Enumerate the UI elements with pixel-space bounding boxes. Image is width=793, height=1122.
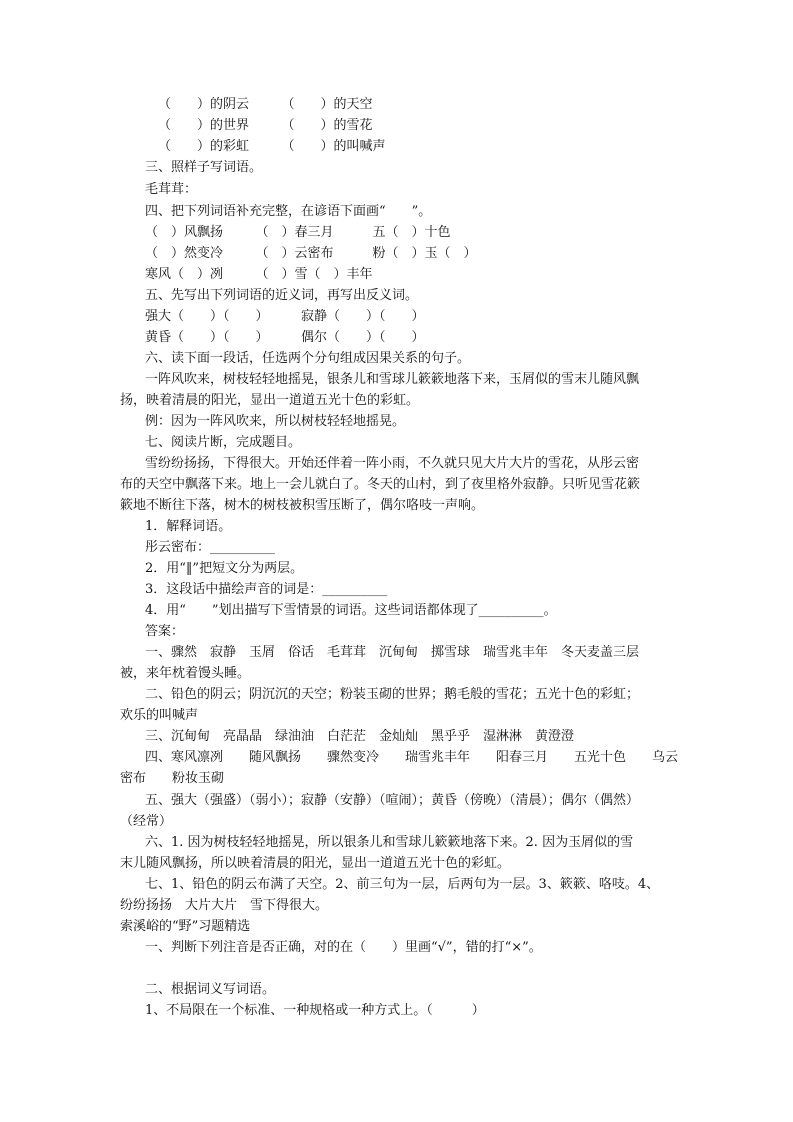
exercise-title: 索溪峪的“野”习题精选 (120, 919, 251, 934)
text-line: 强大（ ）（ ） 寂静（ ）（ ） (145, 309, 425, 324)
section-heading: 七、阅读片断，完成题目。 (145, 435, 302, 450)
answer-line: 三、沉甸甸 亮晶晶 绿油油 白茫茫 金灿灿 黑乎乎 湿淋淋 黄澄澄 (145, 729, 575, 744)
answer-line: 四、寒风凛冽 随风飘扬 骤然变冷 瑞雪兆丰年 阳春三月 五光十色 乌云 (145, 750, 679, 765)
section-heading: 六、读下面一段话，任选两个分句组成因果关系的句子。 (145, 351, 471, 366)
text-line: （ ）的阴云 （ ）的天空 (158, 97, 373, 112)
section-heading: 一、判断下列注音是否正确，对的在（ ）里画“√”，错的打“×”。 (145, 940, 542, 955)
paragraph-line: 扬，映着清晨的阳光，显出一道道五光十色的彩虹。 (120, 393, 420, 408)
question-line: 3．这段话中描绘声音的词是：__________ (145, 582, 388, 597)
text-line: 毛茸茸： (145, 182, 198, 197)
text-line: 黄昏（ ）（ ） 偶尔（ ）（ ） (145, 330, 425, 345)
paragraph-line: 簌地不断往下落，树木的树枝被积雪压断了，偶尔咯吱一声响。 (120, 498, 485, 513)
answer-line: 一、骤然 寂静 玉屑 俗话 毛茸茸 沉甸甸 掷雪球 瑞雪兆丰年 冬天麦盖三层 (145, 645, 640, 660)
question-line: 4．用“ ”划出描写下雪情景的词语。这些词语都体现了__________。 (145, 603, 557, 618)
answer-line: 六、1. 因为树枝轻轻地摇晃，所以银条儿和雪球儿簌簌地落下来。2. 因为玉屑似的雪 (145, 835, 634, 850)
paragraph-line: 一阵风吹来，树枝轻轻地摇晃，银条儿和雪球儿簌簌地落下来，玉屑似的雪末儿随风飘 (145, 372, 640, 387)
question-line: 彤云密布：__________ (145, 540, 276, 555)
paragraph-line: 布的天空中飘落下来。地上一会儿就白了。冬天的山村，到了夜里格外寂静。只听见雪花簌 (120, 477, 641, 492)
question-line: 1、不局限在一个标准、一种规格或一种方式上。（ ） (145, 1003, 485, 1018)
answer-line: （经常） (120, 814, 173, 829)
question-line: 2．用“‖”把短文分为两层。 (145, 561, 304, 576)
answer-line: 纷纷扬扬 大片大片 雪下得很大。 (120, 898, 329, 913)
answer-line: 欢乐的叫喊声 (120, 708, 199, 723)
text-line: （ ）的彩虹 （ ）的叫喊声 (158, 139, 386, 154)
text-line: （ ）的世界 （ ）的雪花 (158, 118, 373, 133)
answer-line: 密布 粉妆玉砌 (120, 771, 225, 786)
answer-line: 末儿随风飘扬，所以映着清晨的阳光，显出一道道五光十色的彩虹。 (120, 856, 511, 871)
text-line: （ ）然变冷 （ ）云密布 粉（ ）玉（ ） (145, 246, 477, 261)
section-heading: 四、把下列词语补充完整，在谚语下面画“ ”。 (145, 204, 432, 219)
answers-heading: 答案： (145, 624, 185, 639)
answer-line: 五、强大（强盛）（弱小）；寂静（安静）（喧闹）；黄昏（傍晚）（清晨）；偶尔（偶然） (145, 793, 640, 808)
answer-line: 被，来年枕着馒头睡。 (120, 666, 251, 681)
text-line: （ ）风飘扬 （ ）春三月 五（ ）十色 (145, 225, 451, 240)
answer-line: 二、铅色的阴云；阴沉沉的天空；粉装玉砌的世界；鹅毛般的雪花；五光十色的彩虹； (145, 687, 640, 702)
paragraph-line: 雪纷纷扬扬，下得很大。开始还伴着一阵小雨，不久就只见大片大片的雪花，从彤云密 (145, 456, 640, 471)
section-heading: 三、照样子写词语。 (145, 160, 263, 175)
answer-line: 七、1、铅色的阴云布满了天空。2、前三句为一层，后两句为一层。3、簌簌、咯吱。4、 (145, 877, 660, 892)
text-line: 例：因为一阵风吹来，所以树枝轻轻地摇晃。 (145, 414, 406, 429)
text-line: 寒风（ ）冽 （ ）雪（ ）丰年 (145, 267, 373, 282)
question-line: 1．解释词语。 (145, 519, 232, 534)
section-heading: 二、根据词义写词语。 (145, 982, 276, 997)
section-heading: 五、先写出下列词语的近义词，再写出反义词。 (145, 288, 419, 303)
